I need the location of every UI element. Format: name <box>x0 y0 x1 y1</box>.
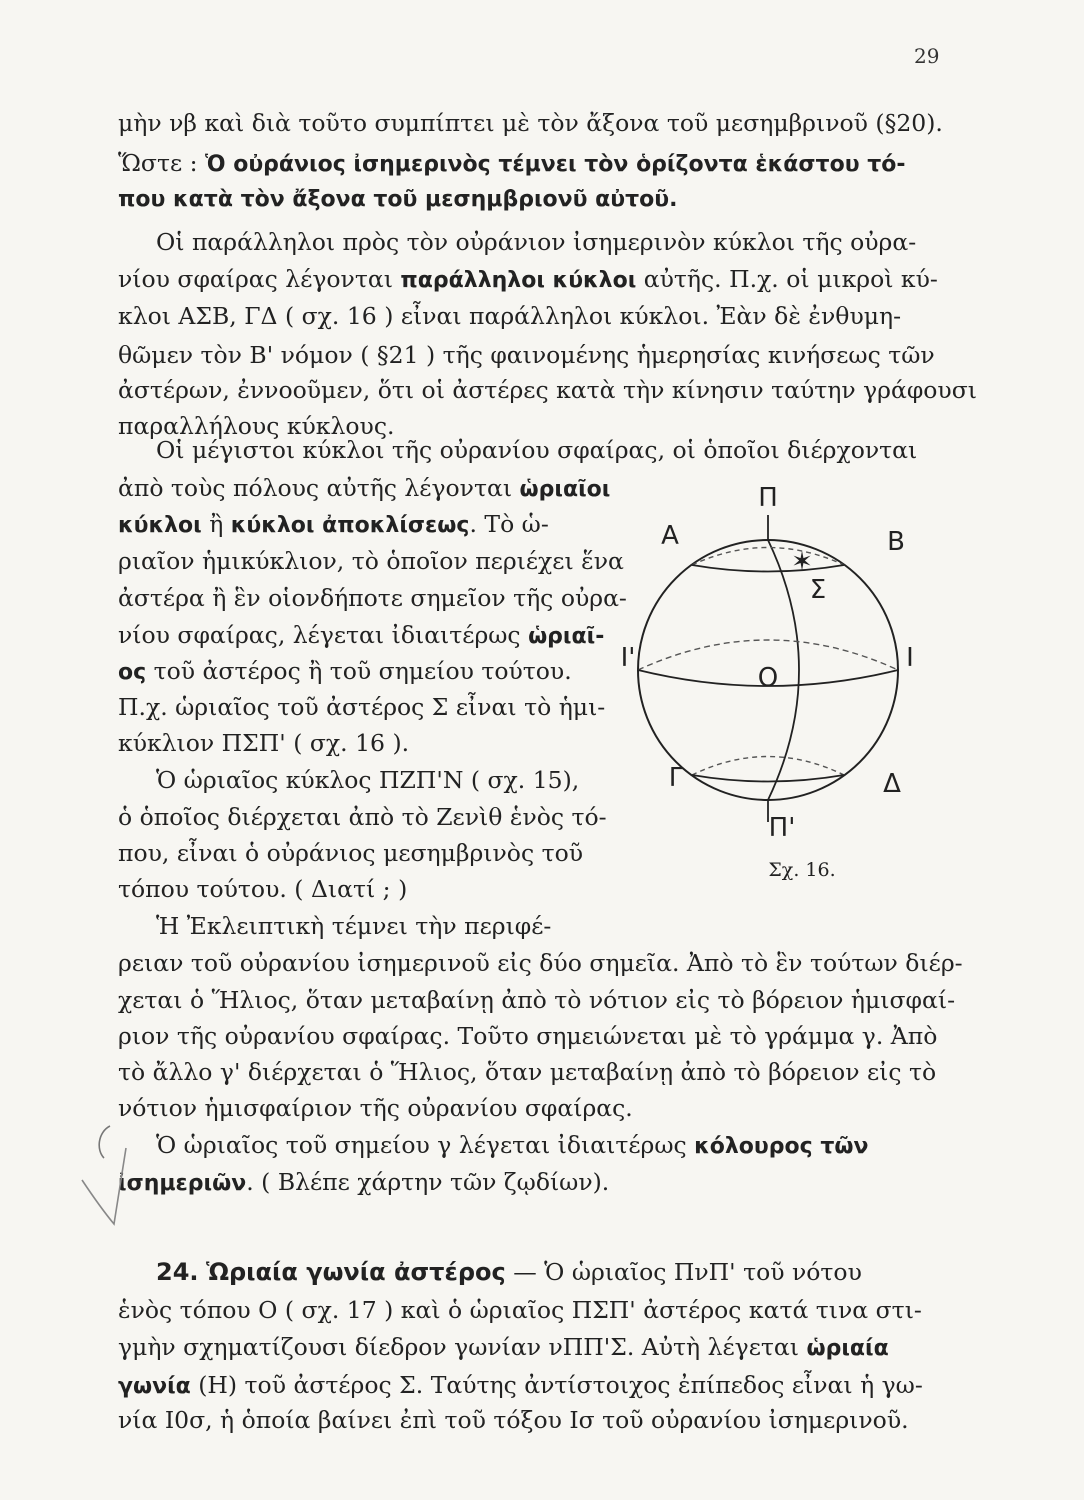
text-span: Ὁ ὡριαῖος τοῦ σημείου γ λέγεται ἰδιαιτέρως <box>156 1131 695 1159</box>
label-point-D: Δ <box>883 769 901 799</box>
text-line: κλοι ΑΣΒ, ΓΔ ( σχ. 16 ) εἶναι παράλληλοι κύκλοι. Ἐὰν δὲ ἐνθυμη- <box>118 302 902 330</box>
term-hour-circle-of-star: ὡριαῖ- <box>528 624 605 649</box>
text-line <box>118 143 906 185</box>
text-line: τόπου τούτου. ( Διατί ; ) <box>118 875 408 903</box>
sphere-diagram <box>618 470 918 890</box>
section-heading <box>156 1252 862 1292</box>
text-span: . Τὸ ὡ- <box>469 510 549 538</box>
figure-caption: Σχ. 16. <box>768 859 836 881</box>
label-south-pole: Π' <box>768 813 796 843</box>
term-hour-circles: κύκλοι <box>118 513 202 538</box>
page-number: 29 <box>914 44 940 68</box>
star-mark-icon: ✶ <box>791 547 813 577</box>
parallel-circle-back-bottom <box>692 757 844 776</box>
text-span: ἢ <box>201 510 231 538</box>
label-point-I-prime: Ι' <box>620 643 636 673</box>
text-line: Οἱ μέγιστοι κύκλοι τῆς οὐρανίου σφαίρας, οἱ ὁποῖοι διέρχονται <box>156 436 918 464</box>
text-span: (Η) τοῦ ἀστέρος Σ. Ταύτης ἀντίστοιχος ἐπίπεδος εἶναι ἡ γω- <box>190 1371 923 1399</box>
parallel-circle-back-top <box>692 548 844 566</box>
text-line: θῶμεν τὸν Β' νόμον ( §21 ) τῆς φαινομένης ἡμερησίας κινήσεως τῶν <box>118 341 935 369</box>
text-line: Ὁ ὡριαῖος κύκλος ΠΖΠ'Ν ( σχ. 15), <box>156 766 580 794</box>
text-line: ριον τῆς οὐρανίου σφαίρας. Τοῦτο σημειώνεται μὲ τὸ γράμμα γ. Ἀπὸ <box>118 1022 938 1050</box>
text-span: ἀπὸ τοὺς πόλους αὐτῆς λέγονται <box>118 474 520 502</box>
text-span: αὐτῆς. Π.χ. οἱ μικροὶ κύ- <box>636 265 938 293</box>
text-line: ἀστέρων, ἐννοοῦμεν, ὅτι οἱ ἀστέρες κατὰ τὴν κίνησιν ταύτην γράφουσι <box>118 376 977 404</box>
text-line: νία Ι0σ, ἡ ὁποία βαίνει ἐπὶ τοῦ τόξου Ισ τοῦ οὐρανίου ἰσημερινοῦ. <box>118 1406 909 1434</box>
term-hour-circle-of-star: ος <box>118 660 147 685</box>
text-span: νίου σφαίρας, λέγεται ἰδιαιτέρως <box>118 621 529 649</box>
text-line: Ἡ Ἐκλειπτικὴ τέμνει τὴν περιφέ- <box>156 912 552 940</box>
text-line: τὸ ἄλλο γ' διέρχεται ὁ Ἥλιος, ὅταν μεταβαίνῃ ἀπὸ τὸ βόρειον εἰς τὸ <box>118 1058 937 1086</box>
text-line: ὁ ὁποῖος διέρχεται ἀπὸ τὸ Ζενὶθ ἑνὸς τό- <box>118 803 607 831</box>
figure-celestial-sphere <box>618 470 918 890</box>
term-equinoctial-colure: ἰσημεριῶν <box>118 1171 247 1196</box>
text-line: νότιον ἡμισφαίριον τῆς οὐρανίου σφαίρας. <box>118 1094 633 1122</box>
text-line: κύκλιον ΠΣΠ' ( σχ. 16 ). <box>118 729 410 757</box>
text-line: χεται ὁ Ἥλιος, ὅταν μεταβαίνῃ ἀπὸ τὸ νότιον εἰς τὸ βόρειον ἡμισφαί- <box>118 986 956 1014</box>
label-north-pole: Π <box>758 483 778 513</box>
text-span: γμὴν σχηματίζουσι δίεδρον γωνίαν νΠΠ'Σ. Αὐτὴ λέγεται <box>118 1333 807 1361</box>
text-line: που, εἶναι ὁ οὐράνιος μεσημβρινὸς τοῦ <box>118 839 584 867</box>
label-point-A: Α <box>661 521 679 551</box>
section-title: Ὡριαία γωνία ἀστέρος <box>206 1258 506 1286</box>
parallel-circle-front-bottom <box>692 775 844 782</box>
term-parallel-circles: παράλληλοι κύκλοι <box>400 268 637 293</box>
label-point-G: Γ <box>668 763 684 793</box>
text-line <box>118 504 549 546</box>
text-line: ἑνὸς τόπου Ο ( σχ. 17 ) καὶ ὁ ὡριαῖος ΠΣΠ' ἀστέρος κατά τινα στι- <box>118 1296 922 1324</box>
text-line: ἀστέρα ἢ ἓν οἱονδήποτε σημεῖον τῆς οὐρα- <box>118 584 627 612</box>
text-span: νίου σφαίρας λέγονται <box>118 265 401 293</box>
term-hour-angle: γωνία <box>118 1374 191 1399</box>
term-hour-circles: ὡριαῖοι <box>519 477 611 502</box>
text-span: τοῦ ἀστέρος ἢ τοῦ σημείου τούτου. <box>146 657 572 685</box>
term-declination-circles: κύκλοι ἀποκλίσεως <box>230 513 470 538</box>
label-center-O: Ο <box>757 663 779 693</box>
text-span: Ὥστε : <box>118 149 206 177</box>
text-line <box>118 259 938 301</box>
text-line: ριαῖον ἡμικύκλιον, τὸ ὁποῖον περιέχει ἕνα <box>118 547 624 575</box>
text-line: μὴν νβ καὶ διὰ τοῦτο συμπίπτει μὲ τὸν ἄξονα τοῦ μεσημβρινοῦ (§20). <box>118 109 943 137</box>
section-number: 24. <box>156 1258 199 1286</box>
text-line: Οἱ παράλληλοι πρὸς τὸν οὐράνιον ἰσημερινὸν κύκλοι τῆς οὐρα- <box>156 228 917 256</box>
label-star-S: Σ <box>809 575 827 605</box>
bold-statement: που κατὰ τὸν ἄξονα τοῦ μεσημβριονῦ αὐτοῦ. <box>118 187 678 212</box>
text-line: Π.χ. ὡριαῖος τοῦ ἀστέρος Σ εἶναι τὸ ἡμι- <box>118 693 606 721</box>
text-span: . ( Βλέπε χάρτην τῶν ζῳδίων). <box>246 1168 610 1196</box>
text-span: — Ὁ ὡριαῖος ΠνΠ' τοῦ νότου <box>505 1258 862 1286</box>
parallel-circle-front-top <box>692 565 844 572</box>
bold-statement: Ὁ οὐράνιος ἰσημερινὸς τέμνει τὸν ὁρίζοντα ἑκάστου τό- <box>205 152 906 177</box>
text-line <box>118 1327 889 1369</box>
text-line <box>118 1162 609 1204</box>
term-hour-angle: ὡριαία <box>806 1336 889 1361</box>
term-equinoctial-colure: κόλουρος τῶν <box>694 1134 869 1159</box>
text-line: παραλλήλους κύκλους. <box>118 412 395 440</box>
label-point-I: Ι <box>906 643 914 673</box>
margin-check-mark <box>80 1120 140 1230</box>
label-point-B: Β <box>887 527 905 557</box>
text-line: ρειαν τοῦ οὐρανίου ἰσημερινοῦ εἰς δύο σημεῖα. Ἀπὸ τὸ ἓν τούτων διέρ- <box>118 949 963 977</box>
text-line <box>156 1125 868 1167</box>
